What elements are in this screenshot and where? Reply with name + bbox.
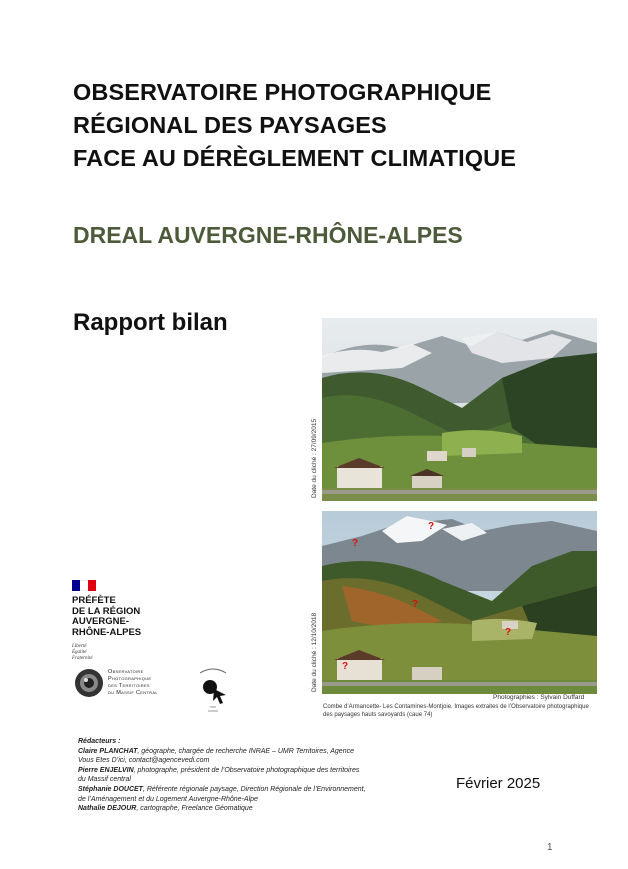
editor-entry: Nathalie DEJOUR, cartographe, Freelance Géomatique — [78, 805, 253, 813]
prefecture-name: PRÉFÈTE DE LA RÉGION AUVERGNE- RHÔNE-ALPES — [72, 595, 142, 638]
photo-credit: Photographies : Sylvain Duffard — [493, 694, 585, 701]
observatoire-logo-text: Observatoire Photographique des Territoires du Massif Central — [108, 669, 158, 696]
landscape-photo-2018 — [322, 511, 597, 694]
page-number: 1 — [547, 842, 553, 853]
editor-entry: Pierre ENJELVIN, photographe, président de l’Observatoire photographique des territoires du Massif central — [78, 766, 360, 784]
partner-logo — [196, 665, 230, 722]
title-line: OBSERVATOIRE PHOTOGRAPHIQUE — [73, 79, 492, 105]
report-type: Rapport bilan — [73, 309, 228, 336]
editor-entry: Stéphanie DOUCET, Référente régionale paysage, Direction Régionale de l’Environnement, de l’Aménagement et du Logement Auvergne-Rhône-Alpe — [78, 785, 366, 803]
svg-text:?: ? — [342, 661, 349, 672]
publication-date: Février 2025 — [456, 775, 541, 792]
editor-entry: Claire PLANCHAT, géographe, chargée de recherche INRAE – UMR Territoires, Agence Vous Etes D’ici, contact@agencevedi.com — [78, 747, 354, 765]
editors-block — [78, 737, 368, 814]
prefecture-logo — [72, 580, 141, 662]
landscape-photo-2015 — [322, 318, 597, 501]
editors-heading: Rédacteurs : — [78, 738, 121, 745]
svg-text:?: ? — [428, 521, 435, 532]
document-title — [73, 76, 516, 175]
title-line: RÉGIONAL DES PAYSAGES — [73, 112, 387, 138]
photo-date-bottom: Date du cliché : 12/10/2018 — [311, 612, 318, 692]
svg-text:?: ? — [352, 538, 359, 549]
french-flag-icon — [72, 580, 96, 591]
photo-date-top: Date du cliché : 27/09/2015 — [311, 418, 318, 498]
observatoire-logo — [74, 668, 158, 698]
document-subtitle: DREAL AUVERGNE-RHÔNE-ALPES — [73, 222, 463, 248]
camera-lens-icon — [74, 668, 104, 698]
photo-caption: Combe d’Armancette- Les Contamines-Montjoie. Images extraites de l’Observatoire photographique des paysages hauts savoyards (caue 74) — [323, 704, 589, 718]
title-line: FACE AU DÉRÈGLEMENT CLIMATIQUE — [73, 145, 516, 171]
republic-motto: Liberté Égalité Fraternité — [72, 644, 93, 661]
svg-text:?: ? — [505, 627, 512, 638]
cursor-eye-icon — [196, 665, 230, 717]
svg-text:?: ? — [412, 599, 419, 610]
